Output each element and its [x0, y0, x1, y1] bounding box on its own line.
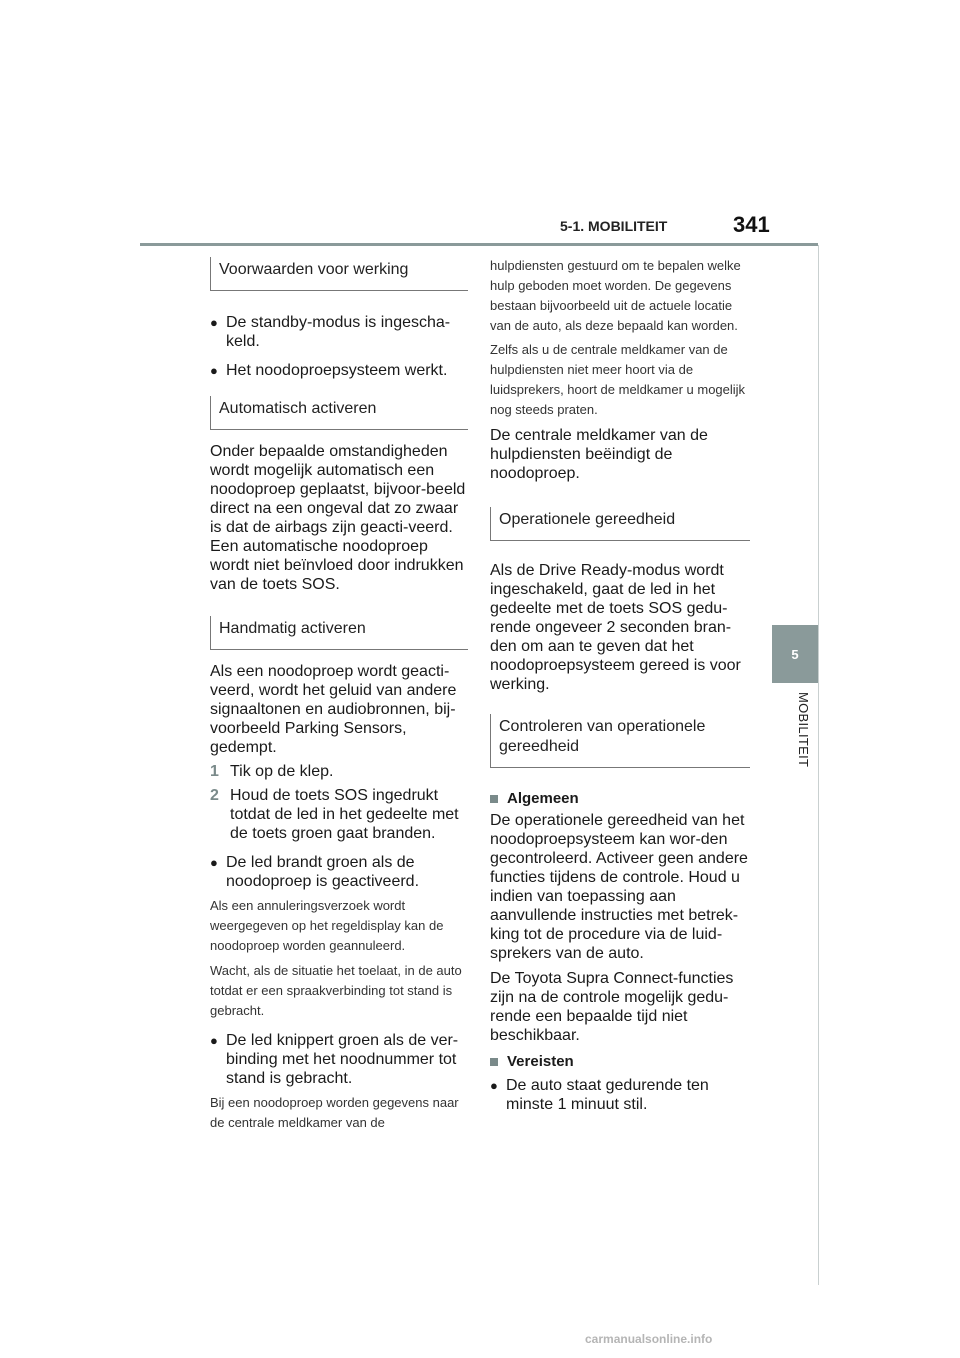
- step-number: 1: [210, 763, 219, 780]
- subheading-text: Vereisten: [507, 1053, 574, 1070]
- section-title: 5-1. MOBILITEIT: [560, 218, 668, 234]
- bullet-icon: ●: [210, 315, 218, 330]
- list-item: [210, 1031, 468, 1088]
- bullet-icon: ●: [210, 363, 218, 378]
- bullet-icon: ●: [210, 855, 218, 870]
- note: Bij een noodoproep worden gegevens naar de centrale meldkamer van de: [210, 1095, 459, 1130]
- list-item-text: De auto staat gedurende ten minste 1 minuut stil.: [506, 1077, 709, 1113]
- paragraph: Als een noodoproep wordt geacti-veerd, wordt het geluid van andere signaaltonen en audiobronnen, bij-voorbeeld Parking Sensors, gedempt.: [210, 663, 457, 756]
- subheading-text: Algemeen: [507, 790, 579, 807]
- chapter-label: MOBILITEIT: [796, 692, 811, 768]
- subheading: [490, 1053, 750, 1070]
- note: hulpdiensten gestuurd om te bepalen welke hulp geboden moet worden. De gegevens bestaan bijvoorbeeld uit de actuele locatie van de auto, als deze bepaald kan worden.: [490, 258, 741, 333]
- paragraph: Onder bepaalde omstandigheden wordt mogelijk automatisch een noodoproep geplaatst, bijvoor-beeld direct na een ongeval dat zo zwaar is dat de airbags zijn geacti-veerd. Een automatische noodoproep wordt niet beïnvloed door indrukken van de toets SOS.: [210, 443, 466, 593]
- step-text: Tik op de klep.: [230, 763, 334, 780]
- note: Zelfs als u de centrale meldkamer van de hulpdiensten niet meer hoort via de luidsprekers, hoort de meldkamer u mogelijk nog steeds praten.: [490, 342, 746, 417]
- square-bullet-icon: [490, 1058, 498, 1066]
- section-heading: Voorwaarden voor werking: [210, 257, 468, 291]
- bullet-icon: ●: [490, 1078, 498, 1093]
- paragraph: De operationele gereedheid van het noodoproepsysteem kan wor-den gecontroleerd. Activeer geen andere functies tijdens de controle. Houd u indien van toepassing aan aanvullende instructies met betrek-king tot de procedure via de luid-sprekers van de auto.: [490, 812, 748, 962]
- list-item-text: De led knippert groen als de ver-binding met het noodnummer tot stand is gebracht.: [226, 1032, 459, 1087]
- list-item: [210, 853, 468, 891]
- list-item: [210, 361, 468, 380]
- right-column: [490, 256, 750, 1114]
- list-item-text: De standby-modus is ingescha-keld.: [226, 314, 451, 350]
- chapter-number: 5: [791, 646, 799, 662]
- list-item-text: De led brandt groen als de noodoproep is geactiveerd.: [226, 854, 420, 890]
- step-number: 2: [210, 787, 219, 804]
- note: Wacht, als de situatie het toelaat, in de auto totdat er een spraakverbinding tot stand is gebracht.: [210, 963, 462, 1018]
- section-heading: Handmatig activeren: [210, 616, 468, 650]
- step-item: [210, 786, 468, 843]
- bullet-icon: ●: [210, 1033, 218, 1048]
- watermark: carmanualsonline.info: [585, 1332, 713, 1346]
- subheading: [490, 790, 750, 807]
- paragraph: Als de Drive Ready-modus wordt ingeschakeld, gaat de led in het gedeelte met de toets SOS gedu-rende ongeveer 2 seconden bran-den om aan te geven dat het noodoproepsysteem gereed is voor werking.: [490, 562, 741, 693]
- side-rule: [818, 245, 819, 1285]
- step-text: Houd de toets SOS ingedrukt totdat de led in het gedeelte met de toets groen gaat branden.: [230, 787, 459, 842]
- section-heading: Automatisch activeren: [210, 396, 468, 430]
- list-item-text: Het noodoproepsysteem werkt.: [226, 362, 448, 379]
- chapter-tab: [772, 625, 818, 683]
- list-item: [210, 313, 468, 351]
- paragraph: De Toyota Supra Connect-functies zijn na de controle mogelijk gedu-rende een bepaalde tijd niet beschikbaar.: [490, 970, 734, 1044]
- section-heading: Controleren van operationele gereedheid: [490, 714, 750, 768]
- section-heading: Operationele gereedheid: [490, 507, 750, 541]
- left-column: [210, 257, 468, 1133]
- square-bullet-icon: [490, 795, 498, 803]
- header-rule: [140, 243, 818, 246]
- list-item: [490, 1076, 750, 1114]
- step-item: [210, 762, 468, 781]
- paragraph: De centrale meldkamer van de hulpdiensten beëindigt de noodoproep.: [490, 427, 708, 482]
- note: Als een annuleringsverzoek wordt weergegeven op het regeldisplay kan de noodoproep worden geannuleerd.: [210, 898, 444, 953]
- page-number: 341: [733, 212, 770, 237]
